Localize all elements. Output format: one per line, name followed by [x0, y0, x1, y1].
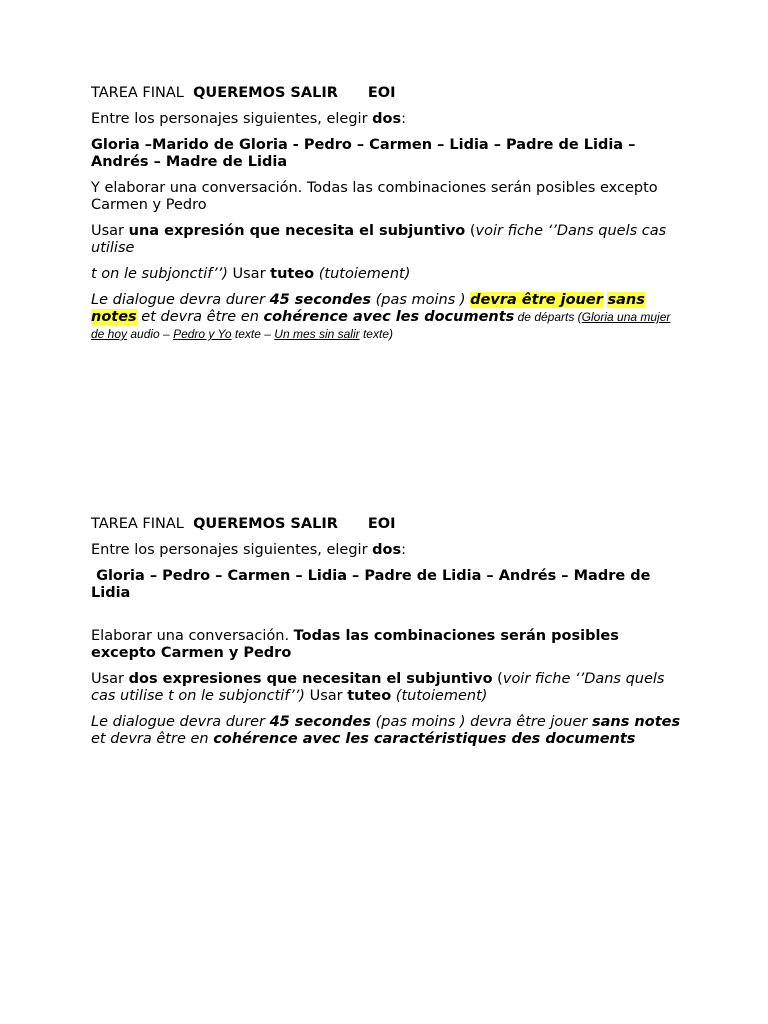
characters-list: Gloria – Pedro – Carmen – Lidia – Padre de Lidia – Andrés – Madre de Lidia — [91, 568, 656, 601]
header-prefix: TAREA FINAL — [91, 516, 184, 532]
document-link-gloria: Gloria una mujer de hoy — [91, 310, 671, 341]
document-link-mes: Un mes sin salir — [274, 327, 360, 341]
task-header — [91, 516, 681, 533]
header-title: QUEREMOS SALIR — [193, 85, 338, 101]
task-instructions: Elaborar una conversación. Todas las combinaciones serán posibles excepto Carmen y Pedro — [91, 628, 619, 661]
header-prefix: TAREA FINAL — [91, 85, 184, 101]
intro-line: Entre los personajes siguientes, elegir dos: — [91, 111, 407, 127]
usar-line: Usar dos expresiones que necesitan el subjuntivo (voir fiche ‘’Dans quels cas utilise t on le subjonctif’’) Usar tuteo (tutoiement) — [91, 671, 665, 704]
task-instructions: Y elaborar una conversación. Todas las combinaciones serán posibles excepto Carmen y Pedro — [91, 180, 658, 213]
header-school: EOI — [367, 85, 396, 101]
task-header — [91, 85, 681, 102]
document-link-pedro: Pedro y Yo — [173, 327, 232, 341]
header-title: QUEREMOS SALIR — [193, 516, 338, 532]
header-school: EOI — [367, 516, 396, 532]
usar-line-2: t on le subjonctif’’) Usar tuteo (tutoiement) — [91, 266, 411, 282]
dialogue-requirements: Le dialogue devra durer 45 secondes (pas moins ) devra être jouer sans notes et devra être en cohérence avec les documents de départs (Gloria una mujer de hoy audio – Pedro y Yo texte – Un mes sin salir texte) — [91, 292, 671, 341]
task-block-1 — [91, 85, 681, 352]
usar-line: Usar una expresión que necesita el subjuntivo (voir fiche ‘’Dans quels cas utilise — [91, 223, 667, 256]
task-block-2 — [91, 516, 681, 757]
intro-line: Entre los personajes siguientes, elegir dos: — [91, 542, 407, 558]
highlight-text: sans notes — [91, 292, 645, 325]
dialogue-requirements: Le dialogue devra durer 45 secondes (pas moins ) devra être jouer sans notes et devra être en cohérence avec les caractéristiques des documents — [91, 714, 681, 747]
characters-list: Gloria –Marido de Gloria - Pedro – Carmen – Lidia – Padre de Lidia – Andrés – Madre de Lidia — [91, 137, 636, 170]
highlight-text: devra être jouer — [470, 292, 603, 308]
